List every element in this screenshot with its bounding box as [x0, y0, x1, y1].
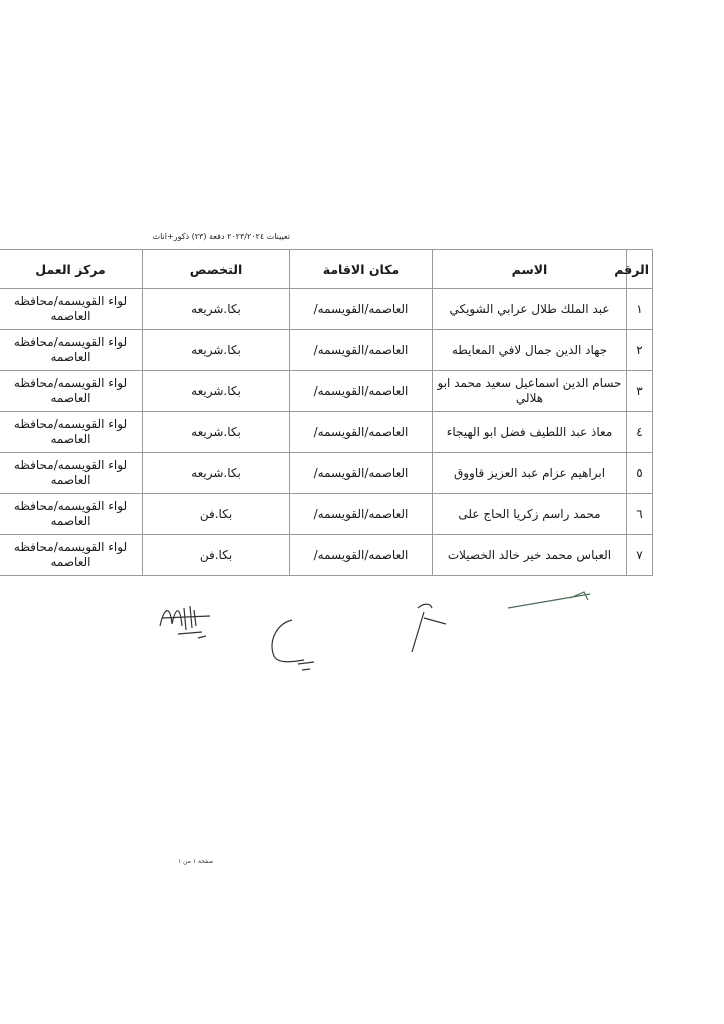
row-name: جهاد الدين جمال لافي المعايطه [433, 330, 627, 371]
row-residence: العاصمه/القويسمه/ [290, 535, 433, 576]
table-row [0, 412, 653, 453]
header-specialty: التخصص [143, 250, 290, 289]
row-num: ٧ [627, 535, 653, 576]
signature-2 [262, 612, 332, 682]
row-residence: العاصمه/القويسمه/ [290, 330, 433, 371]
table-row [0, 330, 653, 371]
table-row [0, 371, 653, 412]
header-residence: مكان الاقامة [290, 250, 433, 289]
signature-4 [500, 586, 600, 616]
row-workplace: لواء القويسمه/محافظه العاصمه [0, 330, 143, 371]
row-residence: العاصمه/القويسمه/ [290, 494, 433, 535]
header-name: الاسم [433, 250, 627, 289]
appointments-table [0, 249, 653, 576]
row-num: ٢ [627, 330, 653, 371]
row-num: ١ [627, 289, 653, 330]
row-num: ٣ [627, 371, 653, 412]
page-footer: صفحة ١ من ١ [178, 858, 214, 865]
row-specialty: بكا.شريعه [143, 453, 290, 494]
signature-3 [388, 598, 468, 658]
row-specialty: بكا.شريعه [143, 330, 290, 371]
row-specialty: بكا.شريعه [143, 289, 290, 330]
row-residence: العاصمه/القويسمه/ [290, 453, 433, 494]
row-num: ٦ [627, 494, 653, 535]
table-row [0, 494, 653, 535]
row-workplace: لواء القويسمه/محافظه العاصمه [0, 371, 143, 412]
row-workplace: لواء القويسمه/محافظه العاصمه [0, 289, 143, 330]
row-num: ٤ [627, 412, 653, 453]
header-num: الرقم [627, 250, 653, 289]
row-specialty: بكا.فن [143, 494, 290, 535]
row-workplace: لواء القويسمه/محافظه العاصمه [0, 453, 143, 494]
row-specialty: بكا.شريعه [143, 371, 290, 412]
row-residence: العاصمه/القويسمه/ [290, 371, 433, 412]
row-specialty: بكا.شريعه [143, 412, 290, 453]
signature-1 [150, 596, 240, 646]
row-name: ابراهيم عزام عبد العزيز قاووق [433, 453, 627, 494]
row-residence: العاصمه/القويسمه/ [290, 412, 433, 453]
table-row [0, 453, 653, 494]
table-header-row [0, 250, 653, 289]
row-name: العباس محمد خير خالد الخصيلات [433, 535, 627, 576]
table-row [0, 289, 653, 330]
row-name: محمد راسم زكريا الحاج على [433, 494, 627, 535]
row-num: ٥ [627, 453, 653, 494]
row-name: عبد الملك طلال عرابي الشويكي [433, 289, 627, 330]
row-workplace: لواء القويسمه/محافظه العاصمه [0, 494, 143, 535]
row-workplace: لواء القويسمه/محافظه العاصمه [0, 412, 143, 453]
row-name: حسام الدين اسماعيل سعيد محمد ابو هلالي [433, 371, 627, 412]
row-specialty: بكا.فن [143, 535, 290, 576]
table-row [0, 535, 653, 576]
table-caption: تعيينات ٢٠٢٣/٢٠٢٤ دفعة (٢٣) ذكور+اناث [152, 232, 290, 241]
header-workplace: مركز العمل [0, 250, 143, 289]
row-workplace: لواء القويسمه/محافظه العاصمه [0, 535, 143, 576]
row-residence: العاصمه/القويسمه/ [290, 289, 433, 330]
row-name: معاذ عبد اللطيف فضل ابو الهيجاء [433, 412, 627, 453]
